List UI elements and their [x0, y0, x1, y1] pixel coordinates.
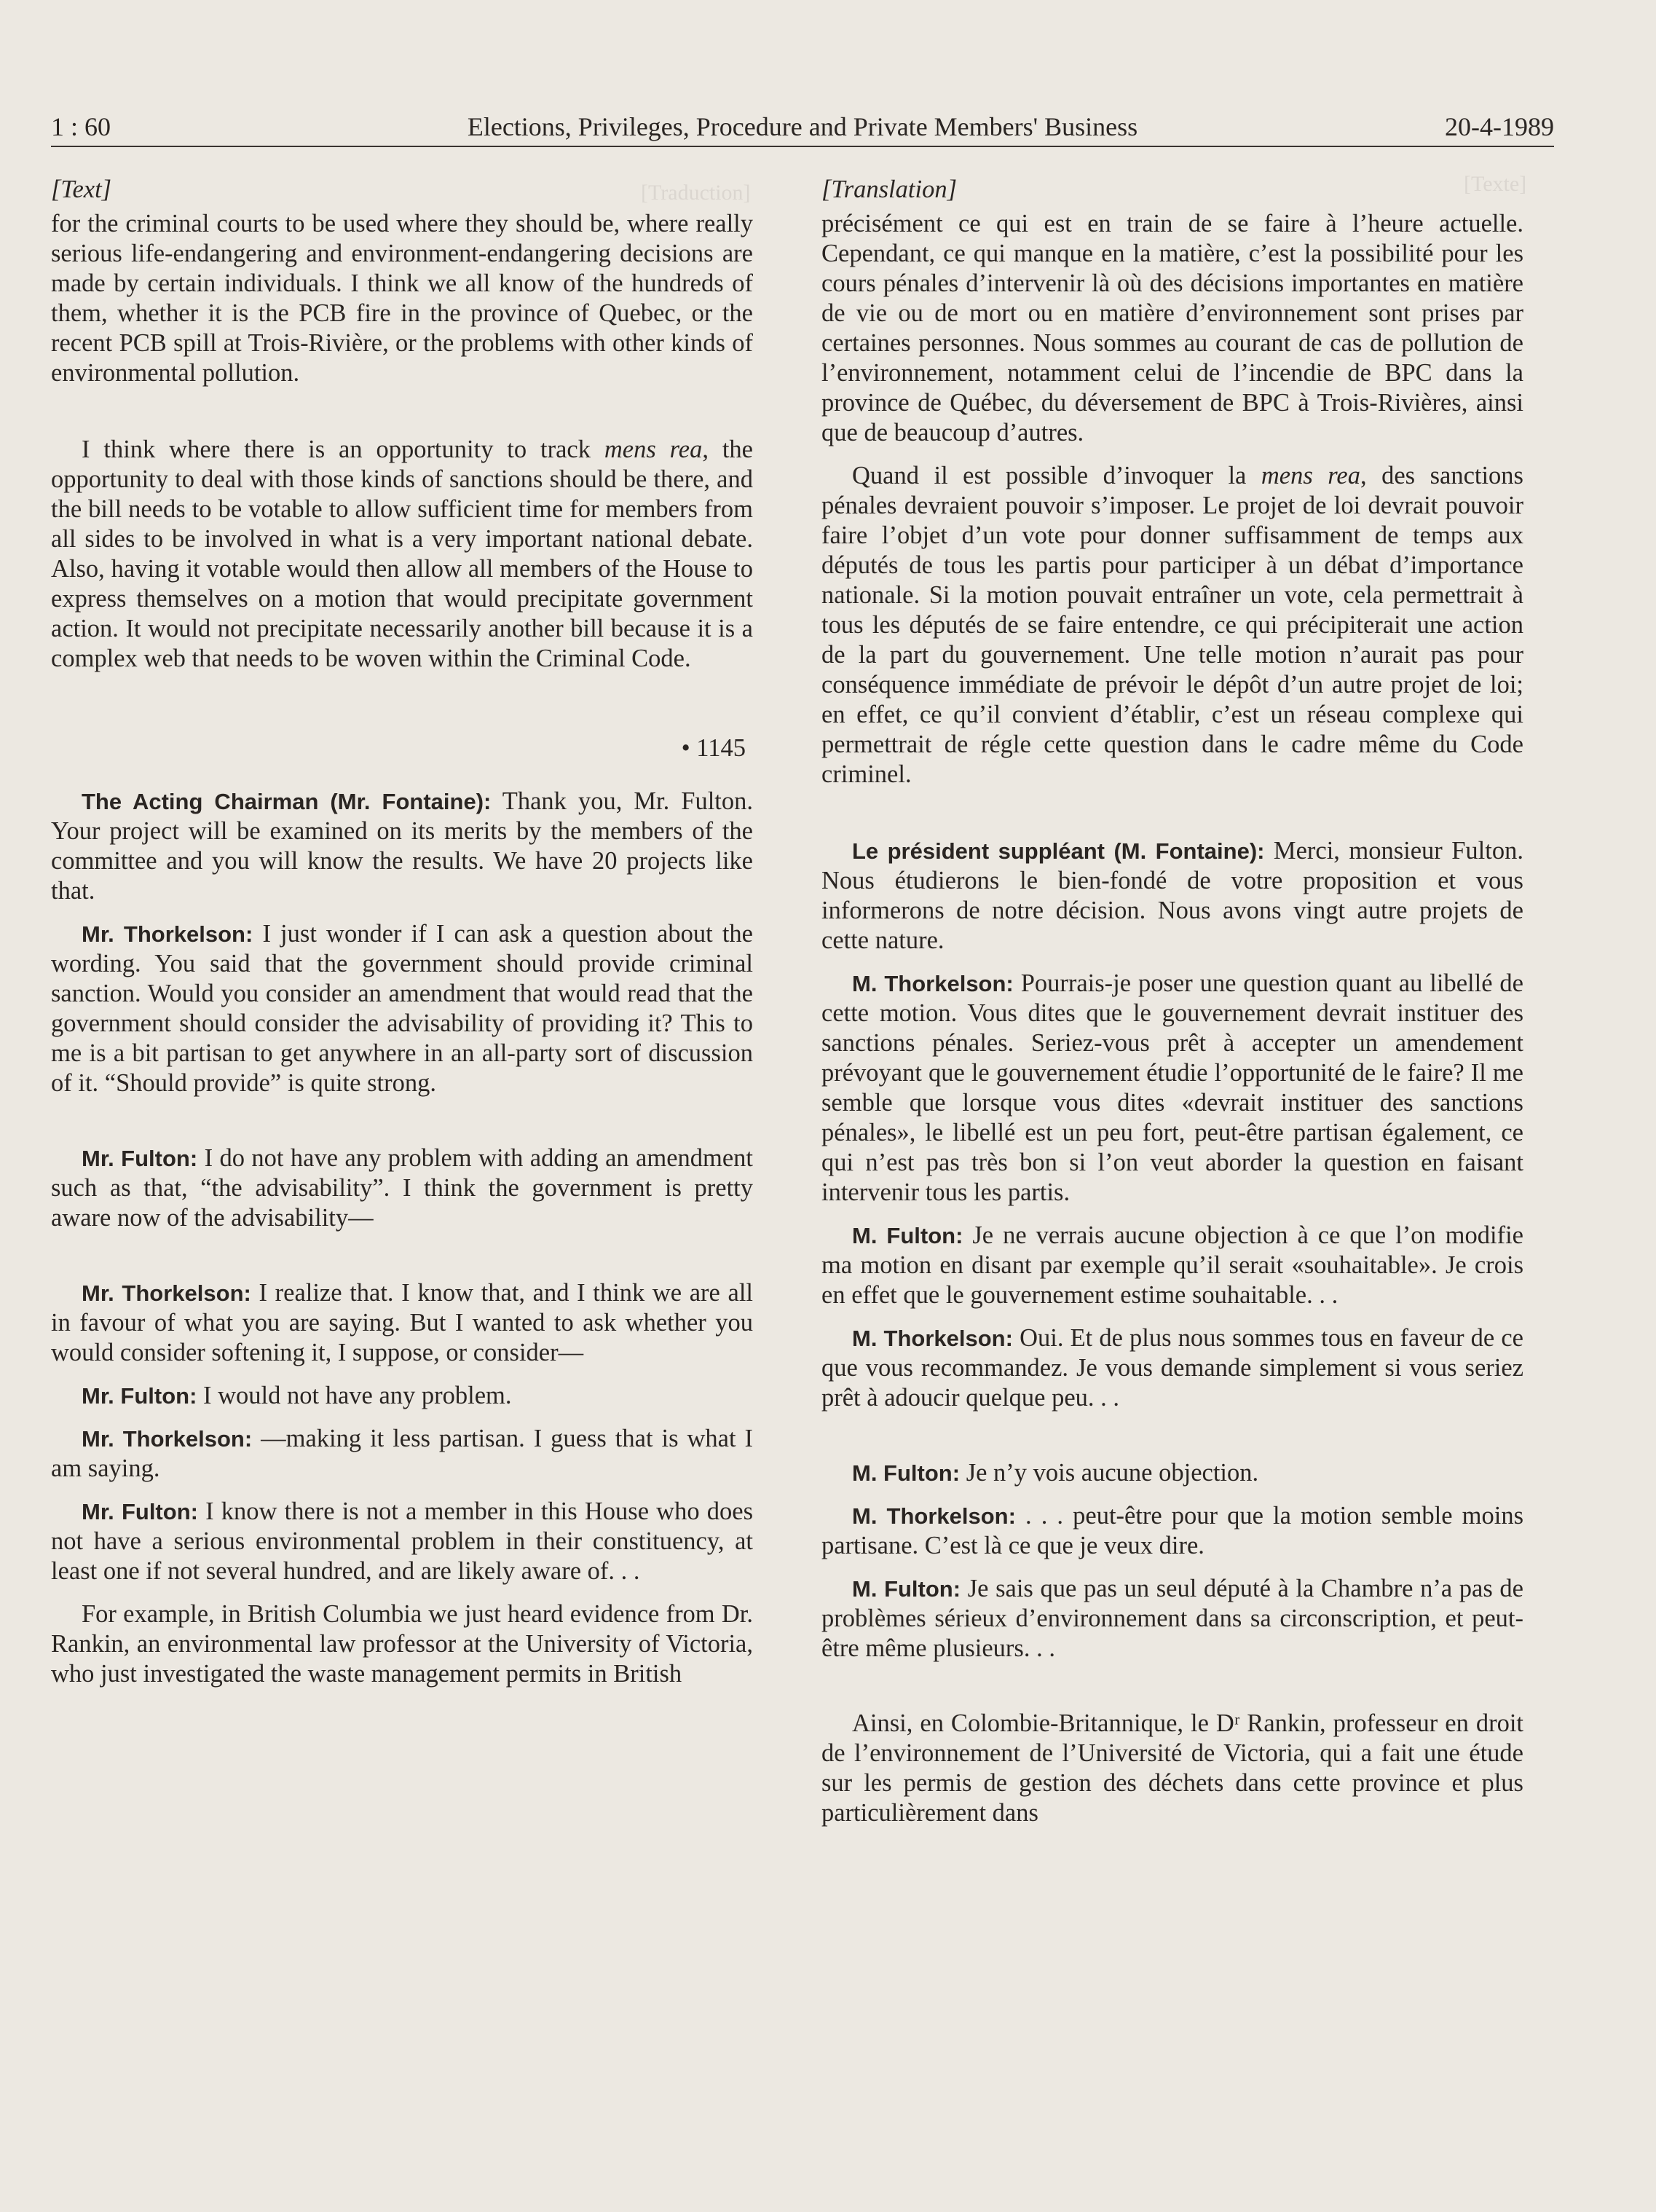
translation-marker: [Translation]: [821, 176, 957, 203]
paragraph: Quand il est possible d’invoquer la mens rea, des sanctions pénales devraient pouvoir s’imposer. Le projet de loi devrait pouvoir faire l’objet d’un vote pour donner suffisamment de temps aux députés de tous les partis pour participer à un débat d’importance nationale. Si la motion pouvait entraîner un vote, cela permettrait à tous les députés de se faire entendre, ce qui précipiterait une action de la part du gouvernement. Une telle motion n’aurait pas pour conséquence immédiate de prévoir le dépôt d’un autre projet de loi; en effet, ce qu’il convient d’établir, c’est un réseau complexe qui permettrait de régle cette question dans le cadre même du Code criminel.: [821, 462, 1523, 788]
bleed-through-text: [Traduction]: [641, 181, 751, 205]
speaker-name: M. Thorkelson:: [852, 1326, 1013, 1351]
english-column: [51, 175, 753, 1689]
speech-paragraph: Le président suppléant (M. Fontaine): Merci, monsieur Fulton. Nous étudierons le bien-fondé de votre proposition et vous informerons de notre décision. Nous avons vingt autre projets de cette nature.: [821, 837, 1523, 954]
speech-paragraph: Mr. Thorkelson: I just wonder if I can ask a question about the wording. You said that the government should provide criminal sanction. Would you consider an amendment that would read that the government should consider the advisability of providing it? This to me is a bit partisan to get anywhere in an all-party sort of discussion of it. “Should provide” is quite strong.: [51, 920, 753, 1097]
paragraph: for the criminal courts to be used where they should be, where really serious life-endangering and environment-endangering decisions are made by certain individuals. I think we all know of the hundreds of them, whether it is the PCB fire in the province of Quebec, or the recent PCB spill at Trois-Rivière, or the problems with other kinds of environmental pollution.: [51, 210, 753, 387]
text-marker: [Text]: [51, 176, 112, 203]
speaker-name: M. Thorkelson:: [852, 1503, 1016, 1529]
speech-paragraph: M. Thorkelson: Pourrais-je poser une question quant au libellé de cette motion. Vous dites que le gouvernement devrait instituer des sanctions pénales. Seriez-vous prêt à accepter un amendement prévoyant que le gouvernement étudie l’opportunité de le faire? Il me semble que lorsque vous dites «devrait instituer des sanctions pénales», le libellé est un peu fort, peut-être partisan également, ce qui n’est pas très bon si l’on veut aborder la question en faisant intervenir tous les partis.: [821, 969, 1523, 1206]
speech-paragraph: M. Thorkelson: . . . peut-être pour que la motion semble moins partisane. C’est là ce que je veux dire.: [821, 1502, 1523, 1559]
speaker-name: Mr. Thorkelson:: [82, 921, 253, 947]
speaker-name: M. Fulton:: [852, 1576, 961, 1602]
speaker-name: M. Fulton:: [852, 1223, 963, 1248]
speech-paragraph: Mr. Thorkelson: I realize that. I know that, and I think we are all in favour of what you are saying. But I wanted to ask whether you would consider softening it, I suppose, or consider—: [51, 1279, 753, 1366]
paragraph: For example, in British Columbia we just heard evidence from Dr. Rankin, an environmental law professor at the University of Victoria, who just investigated the waste management permits in British: [51, 1600, 753, 1688]
bleed-through-text: [Texte]: [1464, 172, 1527, 196]
paragraph: Ainsi, en Colombie-Britannique, le Dʳ Rankin, professeur en droit de l’environnement de l’Université de Victoria, qui a fait une étude sur les permis de gestion des déchets dans cette province et plus particulièrement dans: [821, 1709, 1523, 1827]
speech-paragraph: Mr. Fulton: I do not have any problem with adding an amendment such as that, “the advisability”. I think the government is pretty aware now of the advisability—: [51, 1144, 754, 1232]
speech-paragraph: The Acting Chairman (Mr. Fontaine): Thank you, Mr. Fulton. Your project will be examined on its merits by the members of the committee and you will know the results. We have 20 projects like that.: [51, 787, 753, 905]
speaker-name: M. Fulton:: [852, 1460, 961, 1486]
running-title: Elections, Privileges, Procedure and Private Members' Business: [467, 112, 1138, 141]
speech-paragraph: Mr. Fulton: I know there is not a member in this House who does not have a serious environmental problem in their constituency, at least one if not several hundred, and are likely aware of. . .: [51, 1497, 753, 1585]
speech-paragraph: M. Thorkelson: Oui. Et de plus nous sommes tous en faveur de ce que vous recommandez. Je vous demande simplement si vous seriez prêt à adoucir quelque peu. . .: [821, 1324, 1523, 1412]
page-number: 1 : 60: [51, 112, 111, 141]
header-date: 20-4-1989: [1445, 112, 1554, 141]
speaker-name: The Acting Chairman (Mr. Fontaine):: [82, 789, 492, 814]
speaker-name: Mr. Fulton:: [82, 1383, 197, 1409]
speech-paragraph: Mr. Fulton: I would not have any problem.: [82, 1382, 512, 1409]
speech-paragraph: M. Fulton: Je sais que pas un seul député à la Chambre n’a pas de problèmes sérieux d’environnement dans sa circonscription, et peut-être même plusieurs. . .: [821, 1575, 1523, 1662]
speaker-name: Mr. Fulton:: [82, 1146, 198, 1171]
page-header: [51, 108, 1554, 147]
paragraph: précisément ce qui est en train de se faire à l’heure actuelle. Cependant, ce qui manque en la matière, c’est la possibilité pour les cours pénales d’intervenir là où des décisions importantes en matière de vie ou de mort ou en matière d’environnement sont prises par certaines personnes. Nous sommes au courant de cas de pollution de l’environnement, notamment celui de l’incendie de BPC dans la province de Québec, du déversement de BPC à Trois-Rivières, ainsi que de beaucoup d’autres.: [821, 210, 1523, 446]
speech-paragraph: M. Fulton: Je n’y vois aucune objection.: [852, 1459, 1259, 1487]
time-stamp: • 1145: [681, 734, 746, 762]
speaker-name: Mr. Thorkelson:: [82, 1426, 253, 1452]
speaker-name: Mr. Thorkelson:: [82, 1280, 251, 1306]
speaker-name: Mr. Fulton:: [82, 1499, 198, 1524]
speaker-name: Le président suppléant (M. Fontaine):: [852, 838, 1265, 864]
speaker-name: M. Thorkelson:: [852, 971, 1014, 996]
paragraph: I think where there is an opportunity to track mens rea, the opportunity to deal with those kinds of sanctions should be there, and the bill needs to be votable to allow sufficient time for members from all sides to be involved in what is a very important national debate. Also, having it votable would then allow all members of the House to express themselves on a motion that would precipitate government action. It would not precipitate necessarily another bill because it is a complex web that needs to be woven within the Criminal Code.: [51, 436, 753, 672]
speech-paragraph: M. Fulton: Je ne verrais aucune objection à ce que l’on modifie ma motion en disant par exemple qu’il serait «souhaitable». Je crois en effet que le gouvernement estime souhaitable. . .: [821, 1221, 1523, 1309]
speech-paragraph: Mr. Thorkelson: —making it less partisan. I guess that is what I am saying.: [51, 1425, 753, 1482]
french-column: [821, 175, 1523, 1828]
